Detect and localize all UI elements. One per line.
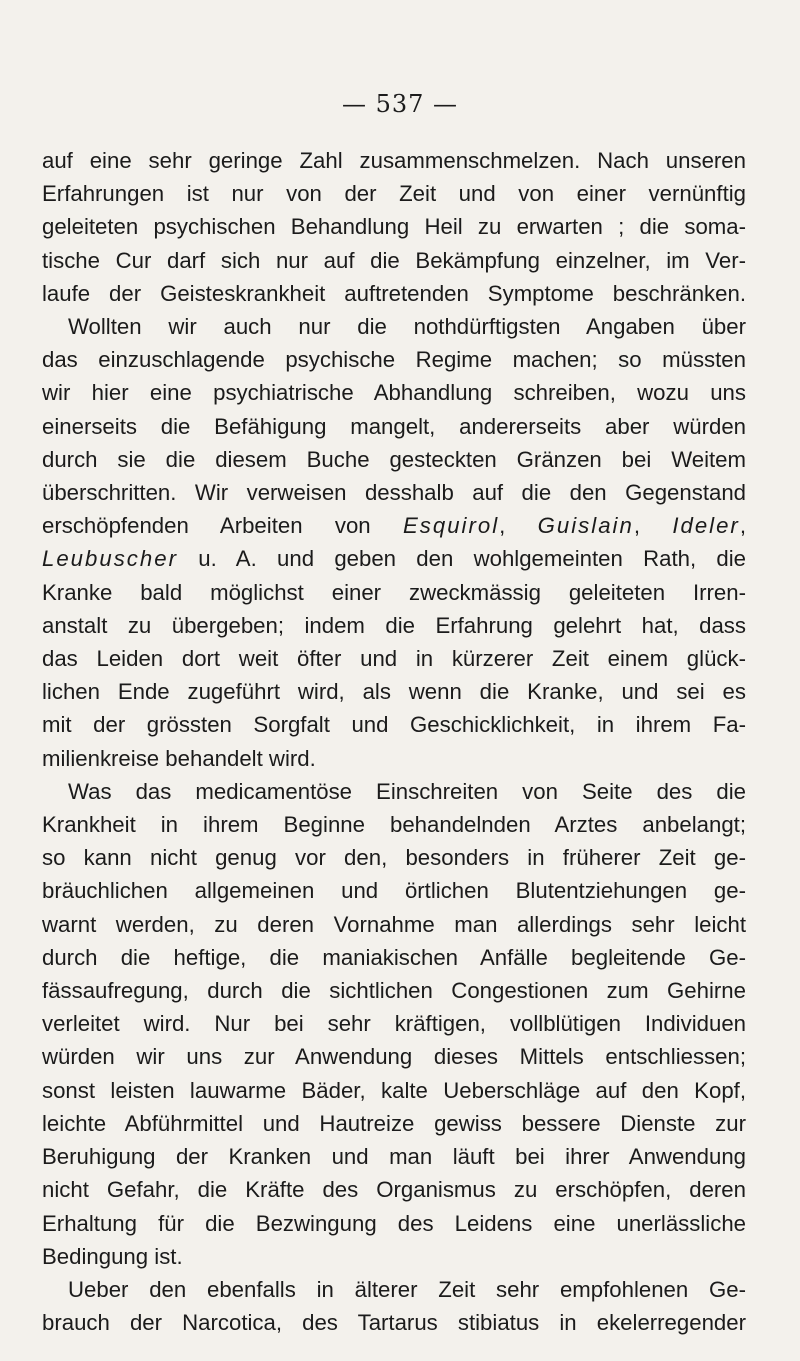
text-line: Erfahrungen ist nur von der Zeit und von einer vernünftig	[42, 181, 746, 207]
text-line: mit der grössten Sorgfalt und Geschicklichkeit, in ihrem Fa-	[42, 712, 746, 738]
text-line: Erhaltung für die Bezwingung des Leidens eine unerlässliche	[42, 1210, 746, 1236]
text-line: leichte Abführmittel und Hautreize gewiss bessere Dienste zur	[42, 1110, 746, 1136]
text-segment: ,	[633, 513, 640, 539]
text-line: so kann nicht genug vor den, besonders in früherer Zeit ge-	[42, 845, 746, 871]
text-line: verleitet wird. Nur bei sehr kräftigen, vollblütigen Individuen	[42, 1011, 746, 1037]
text-line: Kranke bald möglichst einer zweckmässig geleiteten Irren-	[42, 579, 746, 605]
text-line: Ueber den ebenfalls in älterer Zeit sehr empfohlenen Ge-	[68, 1276, 746, 1302]
text-line: Krankheit in ihrem Beginne behandelnden Arztes anbelangt;	[42, 812, 746, 838]
text-line: nicht Gefahr, die Kräfte des Organismus zu erschöpfen, deren	[42, 1177, 746, 1203]
text-line: warnt werden, zu deren Vornahme man allerdings sehr leicht	[42, 911, 746, 937]
page-number: — 537 —	[341, 90, 459, 118]
body-text	[42, 144, 746, 1339]
text-line: sonst leisten lauwarme Bäder, kalte Ueberschläge auf den Kopf,	[42, 1077, 746, 1103]
text-line: Beruhigung der Kranken und man läuft bei ihrer Anwendung	[42, 1144, 746, 1170]
text-segment: erschöpfenden Arbeiten von	[42, 513, 371, 539]
text-line: geleiteten psychischen Behandlung Heil zu erwarten ; die soma-	[42, 214, 746, 240]
text-line: Bedingung ist.	[42, 1243, 183, 1269]
text-line-authors	[42, 542, 746, 575]
author-name: Leubuscher	[42, 546, 178, 572]
text-line: wir hier eine psychiatrische Abhandlung schreiben, wozu uns	[42, 380, 746, 406]
text-line: milienkreise behandelt wird.	[42, 745, 316, 771]
text-line: anstalt zu übergeben; indem die Erfahrung gelehrt hat, dass	[42, 612, 746, 638]
text-line: lichen Ende zugeführt wird, als wenn die Kranke, und sei es	[42, 679, 746, 705]
text-line: einerseits die Befähigung mangelt, andererseits aber würden	[42, 413, 746, 439]
text-line: überschritten. Wir verweisen desshalb auf die den Gegenstand	[42, 480, 746, 506]
text-line: laufe der Geisteskrankheit auftretenden Symptome beschränken.	[42, 280, 746, 306]
text-line: brauch der Narcotica, des Tartarus stibiatus in ekelerregender	[42, 1310, 746, 1336]
author-name: Guislain	[537, 513, 634, 539]
text-line: bräuchlichen allgemeinen und örtlichen Blutentziehungen ge-	[42, 878, 746, 904]
author-name: Ideler	[672, 513, 740, 539]
text-line: auf eine sehr geringe Zahl zusammenschmelzen. Nach unseren	[42, 148, 746, 173]
text-line: das Leiden dort weit öfter und in kürzerer Zeit einem glück-	[42, 646, 746, 672]
text-line: durch sie die diesem Buche gesteckten Gränzen bei Weitem	[42, 446, 746, 472]
author-name: Esquirol	[402, 513, 500, 539]
text-line: durch die heftige, die maniakischen Anfälle begleitende Ge-	[42, 944, 746, 970]
text-line: das einzuschlagende psychische Regime machen; so müssten	[42, 347, 746, 373]
text-segment: u. A. und geben den wohlgemeinten Rath, die	[198, 546, 747, 572]
text-line: Was das medicamentöse Einschreiten von Seite des die	[68, 778, 746, 804]
text-line: tische Cur darf sich nur auf die Bekämpfung einzelner, im Ver-	[42, 247, 746, 273]
text-segment: ,	[739, 513, 746, 539]
text-line: fässaufregung, durch die sichtlichen Congestionen zum Gehirne	[42, 978, 746, 1004]
text-segment: ,	[499, 513, 506, 539]
text-line: würden wir uns zur Anwendung dieses Mittels entschliessen;	[42, 1044, 746, 1070]
text-line: Wollten wir auch nur die nothdürftigsten Angaben über	[68, 314, 746, 340]
text-line-authors	[42, 509, 746, 542]
